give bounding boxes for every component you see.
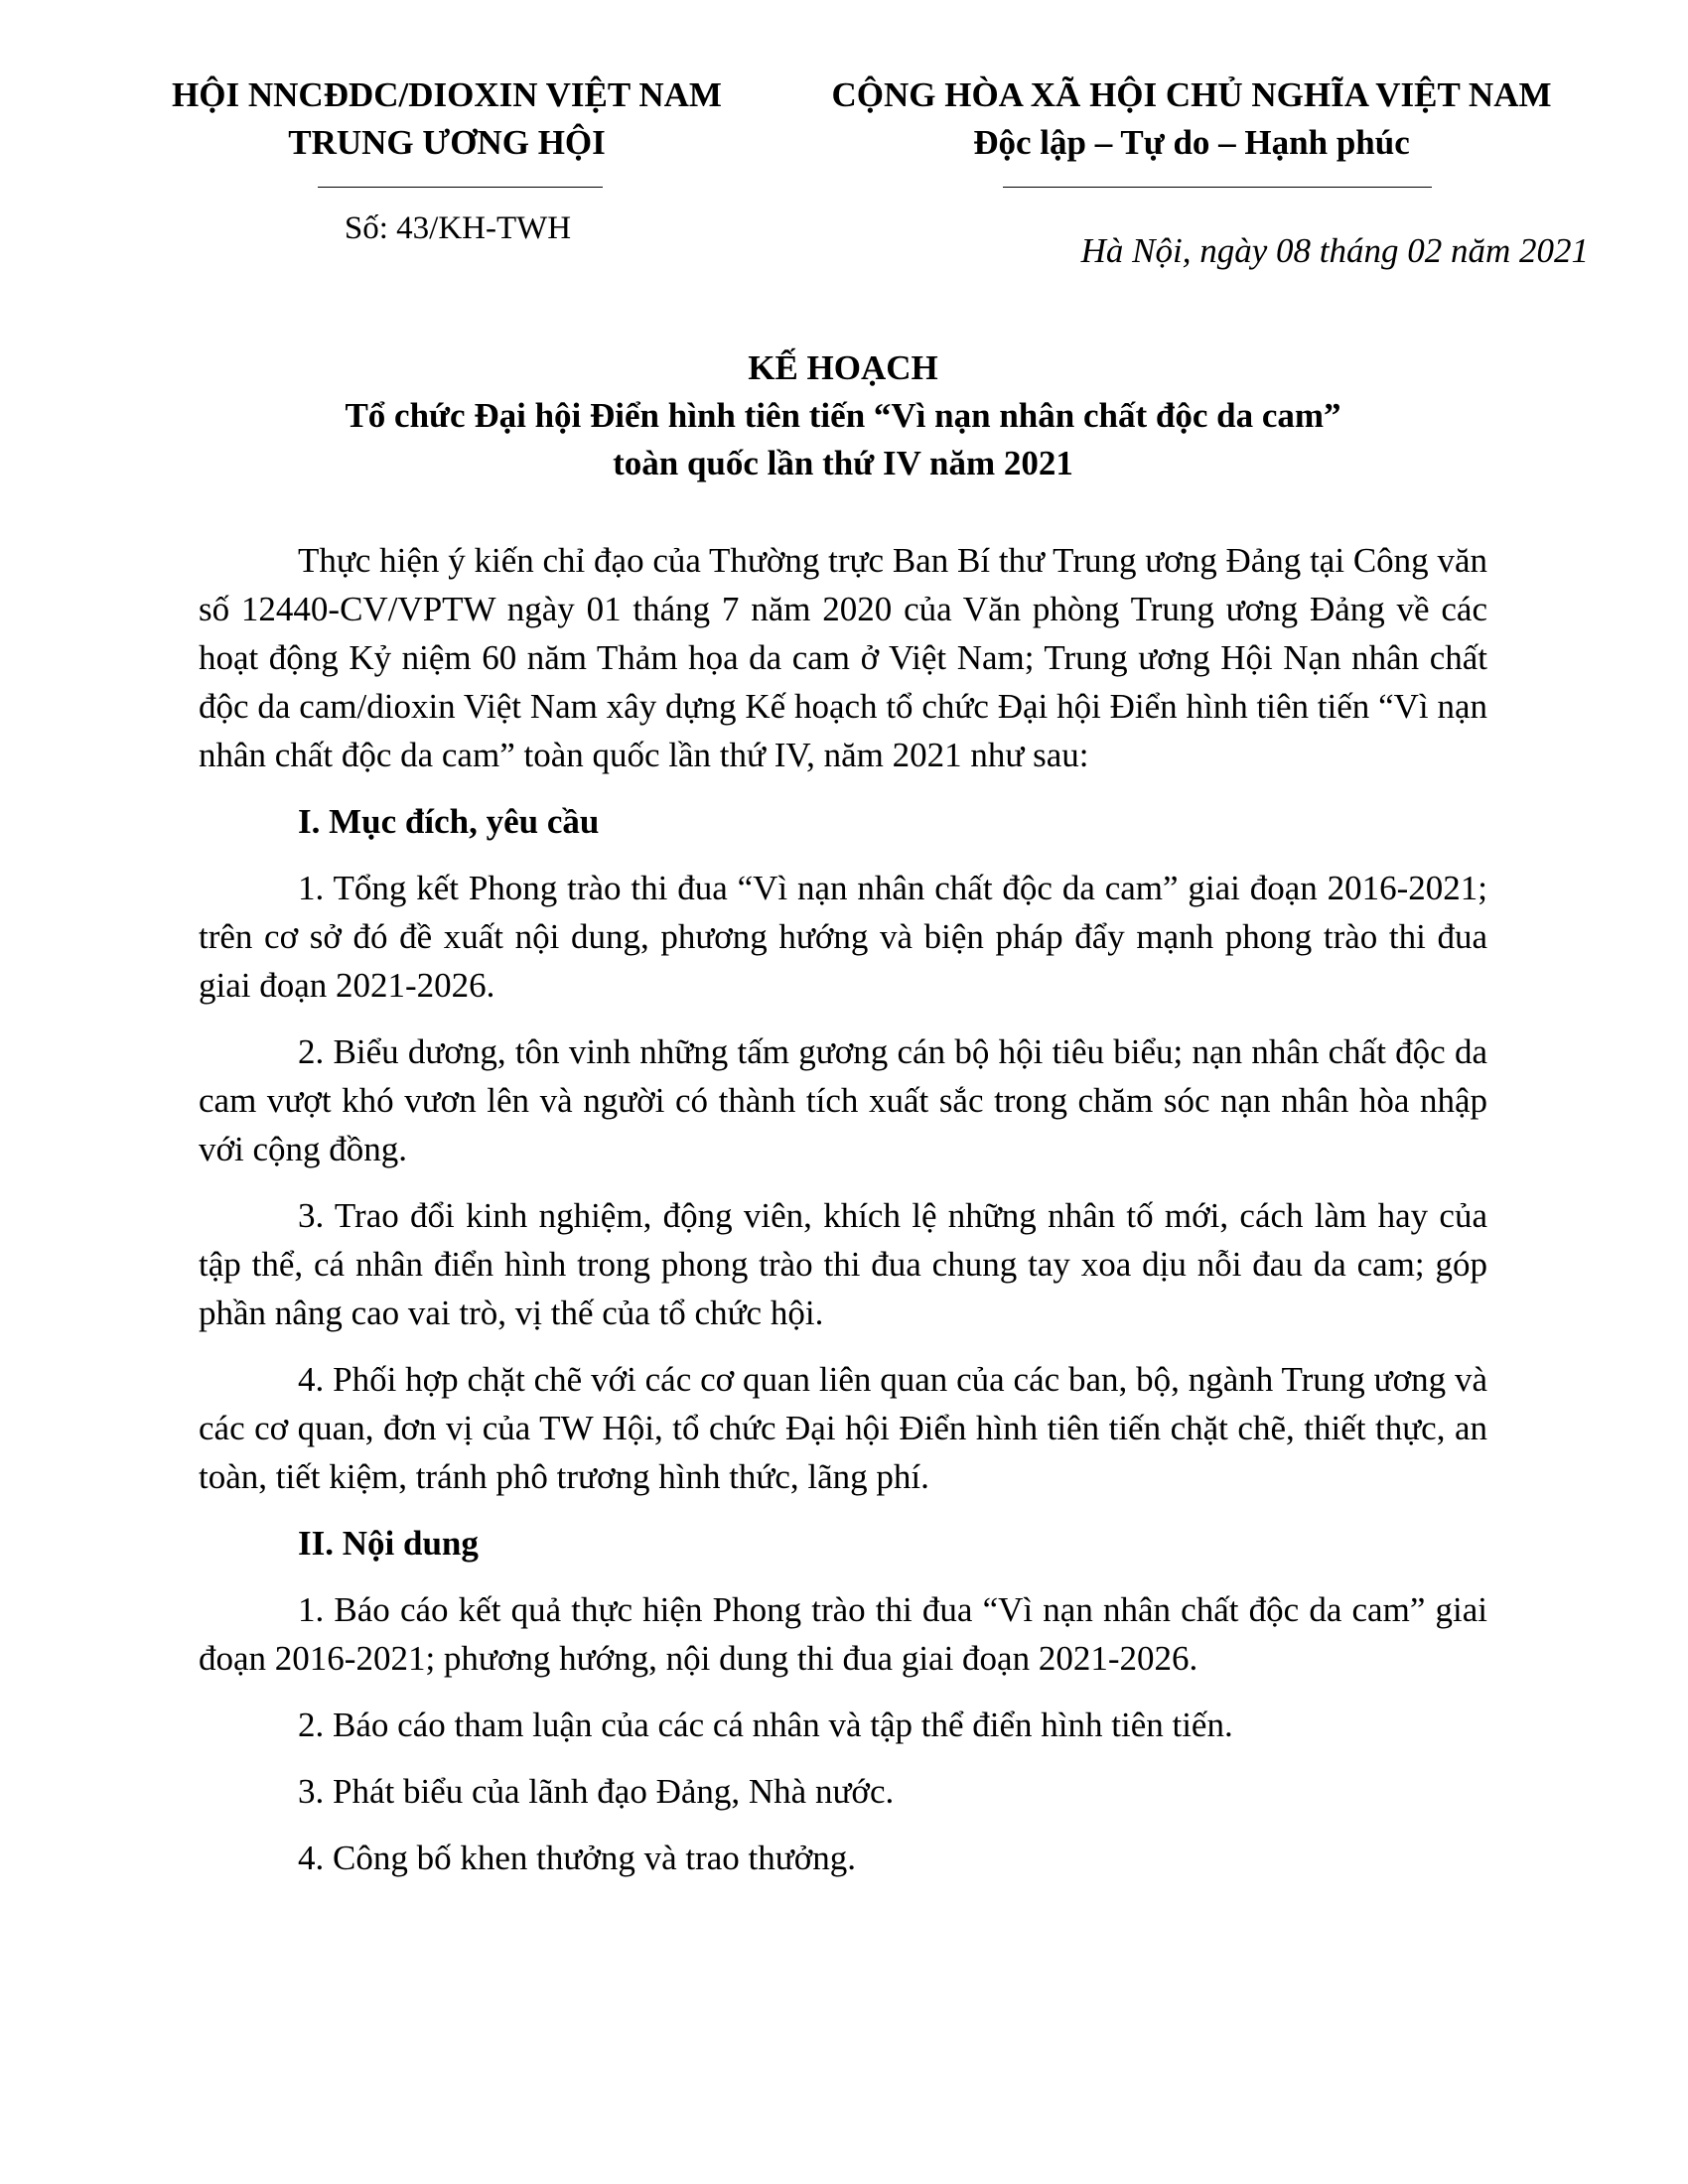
intro-paragraph: Thực hiện ý kiến chỉ đạo của Thường trực Ban Bí thư Trung ương Đảng tại Công văn số 12440-CV/VPTW ngày 01 tháng 7 năm 2020 của Văn phòng Trung ương Đảng về các hoạt động Kỷ niệm 60 năm Thảm họa da cam ở Việt Nam; Trung ương Hội Nạn nhân chất độc da cam/dioxin Việt Nam xây dựng Kế hoạch tổ chức Đại hội Điển hình tiên tiến “Vì nạn nhân chất độc da cam” toàn quốc lần thứ IV, năm 2021 như sau: xyxy=(199,541,1487,774)
document-number: Số: 43/KH-TWH xyxy=(344,210,572,246)
title-subject-continued: toàn quốc lần thứ IV năm 2021 xyxy=(613,444,1073,482)
organization-subname: TRUNG ƯƠNG HỘI xyxy=(288,123,606,162)
list-item: 3. Trao đổi kinh nghiệm, động viên, khích lệ những nhân tố mới, cách làm hay của tập thể, cá nhân điển hình trong phong trào thi đua chung tay xoa dịu nỗi đau da cam; góp phần nâng cao vai trò, vị thế của tổ chức hội. xyxy=(199,1196,1487,1332)
list-item: 3. Phát biểu của lãnh đạo Đảng, Nhà nước. xyxy=(298,1772,895,1811)
title-subject: Tổ chức Đại hội Điển hình tiên tiến “Vì nạn nhân chất độc da cam” xyxy=(345,396,1341,435)
organization-header xyxy=(149,71,745,167)
list-item: 2. Biểu dương, tôn vinh những tấm gương cán bộ hội tiêu biểu; nạn nhân chất độc da cam vượt khó vươn lên và người có thành tích xuất sắc trong chăm sóc nạn nhân hòa nhập với cộng đồng. xyxy=(199,1032,1487,1168)
list-item: 2. Báo cáo tham luận của các cá nhân và tập thể điển hình tiên tiến. xyxy=(298,1706,1233,1744)
national-title: CỘNG HÒA XÃ HỘI CHỦ NGHĨA VIỆT NAM xyxy=(831,75,1552,114)
list-item: 4. Phối hợp chặt chẽ với các cơ quan liên quan của các ban, bộ, ngành Trung ương và các cơ quan, đơn vị của TW Hội, tổ chức Đại hội Điển hình tiên tiến chặt chẽ, thiết thực, an toàn, tiết kiệm, tránh phô trương hình thức, lãng phí. xyxy=(199,1360,1487,1496)
title-type: KẾ HOẠCH xyxy=(748,348,938,387)
organization-underline xyxy=(318,187,603,188)
motto-underline xyxy=(1003,187,1432,188)
list-item: 1. Báo cáo kết quả thực hiện Phong trào thi đua “Vì nạn nhân chất độc da cam” giai đoạn 2016-2021; phương hướng, nội dung thi đua giai đoạn 2021-2026. xyxy=(199,1590,1487,1678)
list-item: 1. Tổng kết Phong trào thi đua “Vì nạn nhân chất độc da cam” giai đoạn 2016-2021; trên cơ sở đó đề xuất nội dung, phương hướng và biện pháp đẩy mạnh phong trào thi đua giai đoạn 2021-2026. xyxy=(199,869,1487,1005)
document-title xyxy=(149,344,1537,487)
national-header xyxy=(794,71,1589,167)
national-motto: Độc lập – Tự do – Hạnh phúc xyxy=(973,123,1410,162)
section-heading-content: II. Nội dung xyxy=(298,1524,479,1563)
section-heading-purpose: I. Mục đích, yêu cầu xyxy=(298,802,600,841)
document-body xyxy=(199,536,1487,1882)
organization-name: HỘI NNCĐDC/DIOXIN VIỆT NAM xyxy=(172,75,722,114)
list-item: 4. Công bố khen thưởng và trao thưởng. xyxy=(298,1839,856,1877)
document-date: Hà Nội, ngày 08 tháng 02 năm 2021 xyxy=(1080,231,1589,270)
